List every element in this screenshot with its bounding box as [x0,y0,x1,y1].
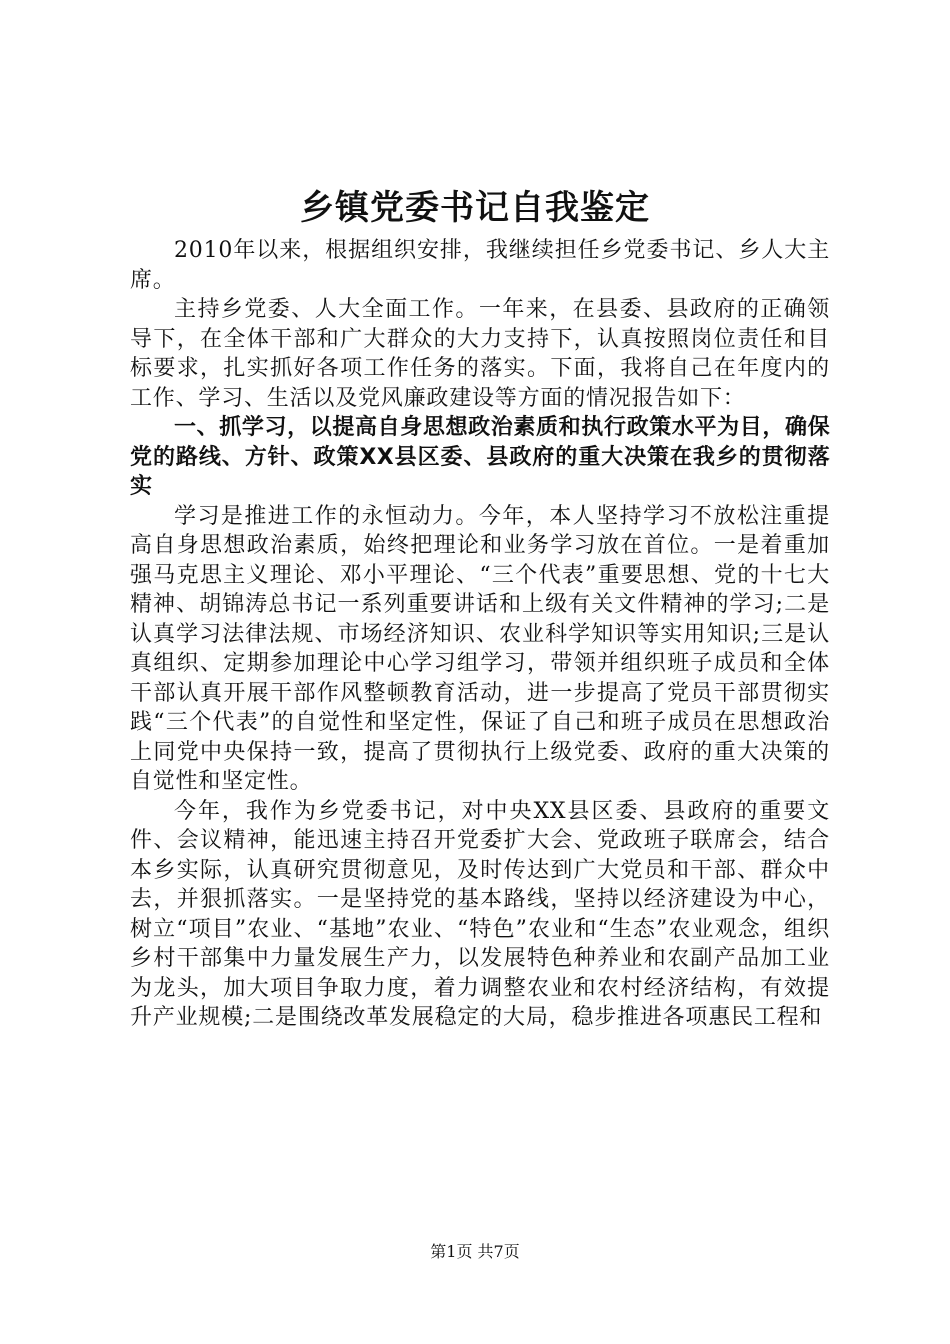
document-body [130,236,830,1033]
document-title: 乡镇党委书记自我鉴定 [300,188,650,228]
paragraph: 今年，我作为乡党委书记，对中央XX县区委、县政府的重要文件、会议精神，能迅速主持召开党委扩大会、党政班子联席会，结合本乡实际，认真研究贯彻意见，及时传达到广大党员和干部、群众中去，并狠抓落实。一是坚持党的基本路线，坚持以经济建设为中心，树立“项目”农业、“基地”农业、“特色”农业和“生态”农业观念，组织乡村干部集中力量发展生产力，以发展特色种养业和农副产品加工业为龙头，加大项目争取力度，着力调整农业和农村经济结构，有效提升产业规模;二是围绕改革发展稳定的大局，稳步推进各项惠民工程和 [130,798,830,1030]
section-heading: 一、抓学习，以提高自身思想政治素质和执行政策水平为目，确保党的路线、方针、政策XX县区委、县政府的重大决策在我乡的贯彻落实 [130,415,830,499]
page-number-footer: 第1页 共7页 [430,1242,520,1261]
paragraph: 2010年以来，根据组织安排，我继续担任乡党委书记、乡人大主席。 [130,238,830,293]
paragraph: 学习是推进工作的永恒动力。今年，本人坚持学习不放松注重提高自身思想政治素质，始终把理论和业务学习放在首位。一是着重加强马克思主义理论、邓小平理论、“三个代表”重要思想、党的十七大精神、胡锦涛总书记一系列重要讲话和上级有关文件精神的学习;二是认真学习法律法规、市场经济知识、农业科学知识等实用知识;三是认真组织、定期参加理论中心学习组学习，带领并组织班子成员和全体干部认真开展干部作风整顿教育活动，进一步提高了党员干部贯彻实践“三个代表”的自觉性和坚定性，保证了自己和班子成员在思想政治上同党中央保持一致，提高了贯彻执行上级党委、政府的重大决策的自觉性和坚定性。 [130,503,830,794]
paragraph: 主持乡党委、人大全面工作。一年来，在县委、县政府的正确领导下，在全体干部和广大群众的大力支持下，认真按照岗位责任和目标要求，扎实抓好各项工作任务的落实。下面，我将自己在年度内的工作、学习、生活以及党风廉政建设等方面的情况报告如下： [130,297,830,411]
